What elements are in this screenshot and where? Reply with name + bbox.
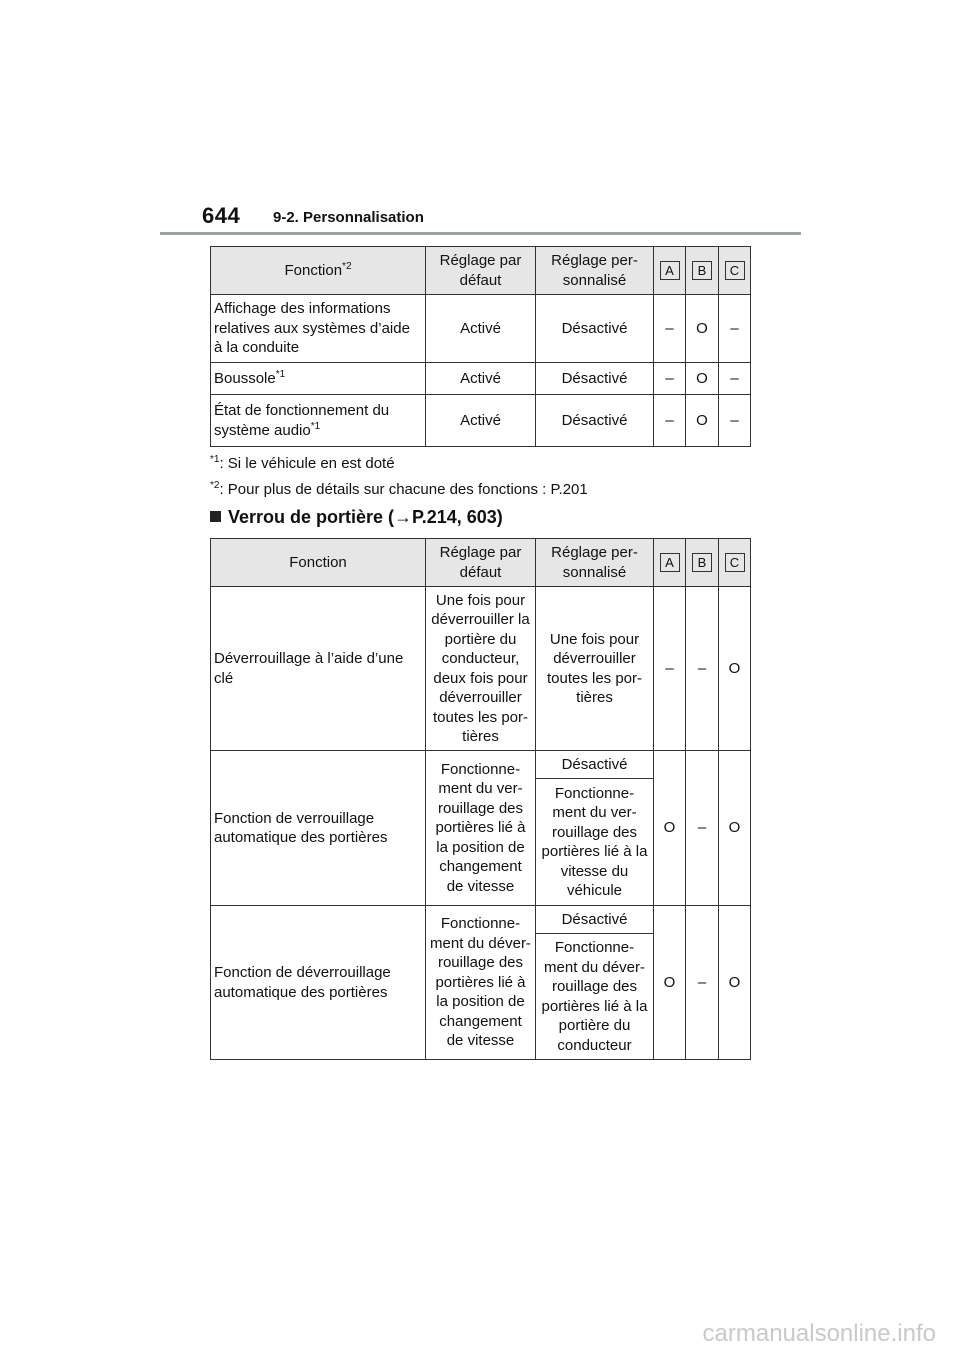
cell-defaut: Fonctionne-ment du ver-rouillage des portières lié à la position de changement de vitesse	[426, 751, 536, 906]
cell-b: –	[686, 906, 719, 1060]
cell-b: O	[686, 295, 719, 363]
cell-b: O	[686, 395, 719, 447]
cell-fonction: Boussole$^{*1}$	[211, 363, 426, 395]
settings-table-2	[210, 538, 751, 1060]
cell-perso-option-1: Désactivé	[536, 751, 654, 779]
cell-defaut: Fonctionne-ment du déver-rouillage des portières lié à la position de changement de vitesse	[426, 906, 536, 1060]
cell-fonction: État de fonctionnement du système audio$^{*1}$	[211, 395, 426, 447]
header-fonction: Fonction	[211, 539, 426, 587]
cell-a: O	[654, 751, 686, 906]
cell-perso: Désactivé	[536, 295, 654, 363]
cell-defaut: Activé	[426, 363, 536, 395]
cell-c: O	[719, 751, 751, 906]
cell-perso: Une fois pour déverrouiller toutes les por-tières	[536, 587, 654, 751]
cell-perso-option-2: Fonctionne-ment du ver-rouillage des portières lié à la vitesse du véhicule	[536, 779, 654, 906]
cell-b: –	[686, 751, 719, 906]
cell-fonction: Fonction de déverrouillage automatique des portières	[211, 906, 426, 1060]
header-a: A	[654, 247, 686, 295]
settings-table-1	[210, 246, 751, 447]
header-defaut: Réglage par défaut	[426, 247, 536, 295]
cell-defaut: Activé	[426, 395, 536, 447]
cell-c: –	[719, 363, 751, 395]
table-row	[211, 751, 751, 779]
header-a: A	[654, 539, 686, 587]
arrow-right-icon: →	[394, 507, 413, 527]
cell-a: O	[654, 906, 686, 1060]
header-fonction: Fonction$^{*2}$	[211, 247, 426, 295]
cell-fonction: Déverrouillage à l’aide d’une clé	[211, 587, 426, 751]
header-perso: Réglage per-sonnalisé	[536, 247, 654, 295]
table-row	[211, 587, 751, 751]
table-row	[211, 363, 751, 395]
cell-defaut: Activé	[426, 295, 536, 363]
header-c: C	[719, 539, 751, 587]
table-header-row	[211, 247, 751, 295]
cell-a: –	[654, 395, 686, 447]
cell-perso-option-2: Fonctionne-ment du déver-rouillage des portières lié à la portière du conducteur	[536, 934, 654, 1060]
cell-fonction: Affichage des informations relatives aux systèmes d’aide à la conduite	[211, 295, 426, 363]
subheading-verrou: Verrou de portière (→P.214, 603)	[210, 507, 503, 528]
header-b: B	[686, 247, 719, 295]
cell-c: O	[719, 906, 751, 1060]
table-row	[211, 395, 751, 447]
cell-b: –	[686, 587, 719, 751]
table-row	[211, 906, 751, 934]
header-perso: Réglage per-sonnalisé	[536, 539, 654, 587]
cell-a: –	[654, 295, 686, 363]
square-bullet-icon	[210, 511, 221, 522]
page-number: 644	[202, 203, 241, 228]
cell-a: –	[654, 587, 686, 751]
cell-b: O	[686, 363, 719, 395]
cell-defaut: Une fois pour déverrouiller la portière du conducteur, deux fois pour déverrouiller toutes les por-tières	[426, 587, 536, 751]
cell-c: –	[719, 395, 751, 447]
cell-perso: Désactivé	[536, 395, 654, 447]
header-b: B	[686, 539, 719, 587]
footnote-2: $^{*2}$: Pour plus de détails sur chacune des fonctions : P.201	[210, 480, 588, 498]
table-header-row	[211, 539, 751, 587]
footnote-1: $^{*1}$: Si le véhicule en est doté	[210, 454, 395, 472]
cell-c: O	[719, 587, 751, 751]
cell-a: –	[654, 363, 686, 395]
header-c: C	[719, 247, 751, 295]
cell-fonction: Fonction de verrouillage automatique des portières	[211, 751, 426, 906]
cell-perso-option-1: Désactivé	[536, 906, 654, 934]
cell-perso: Désactivé	[536, 363, 654, 395]
header-divider	[160, 232, 801, 235]
watermark: carmanualsonline.info	[702, 1320, 936, 1347]
section-title: 9-2. Personnalisation	[273, 209, 424, 226]
cell-c: –	[719, 295, 751, 363]
table-row	[211, 295, 751, 363]
header-defaut: Réglage par défaut	[426, 539, 536, 587]
